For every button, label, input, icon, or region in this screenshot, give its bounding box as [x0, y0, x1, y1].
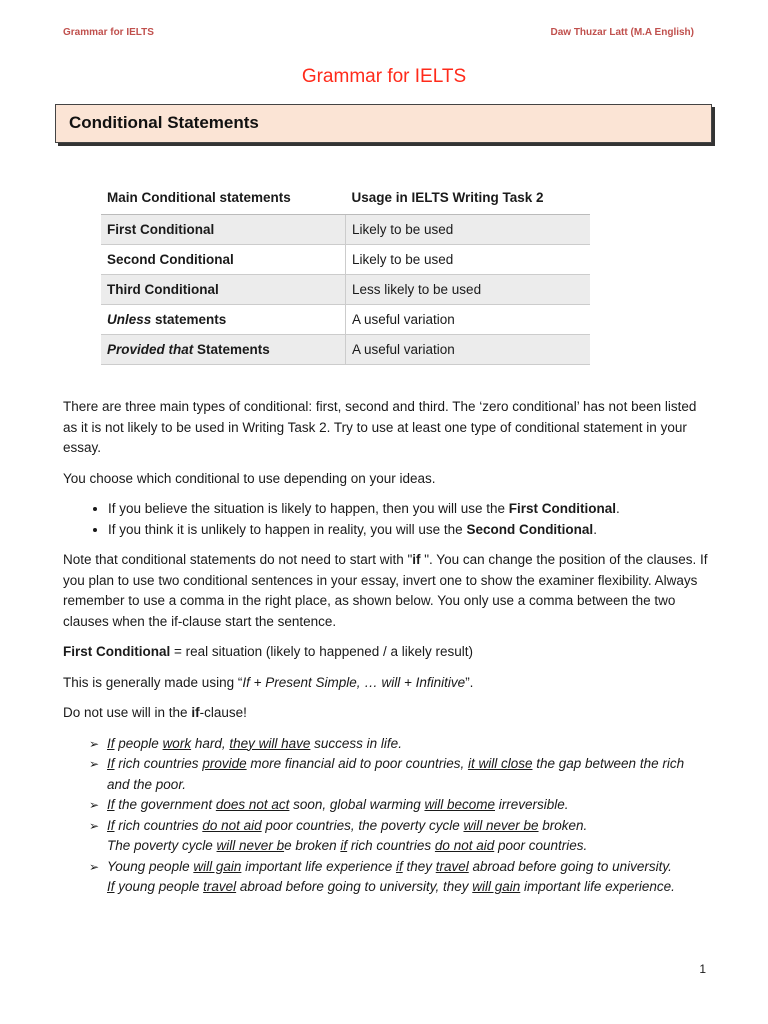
- header-right: Daw Thuzar Latt (M.A English): [550, 27, 694, 38]
- text: hard,: [191, 735, 230, 751]
- underlined-text: If: [107, 797, 115, 812]
- table-cell-emphasis: Unless: [107, 312, 152, 327]
- underlined-text: If: [107, 756, 115, 771]
- text: This is generally made using “: [63, 674, 243, 690]
- table-cell: Likely to be used: [346, 215, 591, 245]
- table-cell: First Conditional: [101, 215, 346, 245]
- table-cell: Third Conditional: [101, 275, 346, 305]
- text: soon, global warming: [289, 797, 425, 812]
- underlined-text: will become: [424, 797, 495, 812]
- table-row: [101, 215, 590, 245]
- underlined-text: work: [162, 735, 192, 751]
- paragraph-intro: There are three main types of conditional: first, second and third. The ‘zero conditional’ has not been listed as it is not likely to be used in Writing Task 2. Try to use at least one type of conditional statement in your essay.: [63, 399, 697, 455]
- underlined-text: will never b: [216, 838, 285, 853]
- text: If you believe the situation is likely to happen, then you will use the: [108, 501, 509, 516]
- text: abroad before going to university, they: [236, 879, 473, 894]
- text: rich countries: [114, 817, 203, 833]
- text: ". You can change the position of the clauses. If you plan to use two conditional sentences in your essay, invert one to show the examiner flexibility. Always remember to use a comma in the right place, as shown below. You only use a comma between the two clauses when the if-clause start the sentence.: [63, 552, 708, 629]
- underlined-text: they will have: [229, 735, 311, 751]
- text: important life experience.: [520, 879, 675, 894]
- arrow-bullet-icon: ➢: [89, 736, 100, 751]
- text: more financial aid to poor countries,: [246, 756, 468, 771]
- text: poor countries, the poverty cycle: [261, 817, 464, 833]
- section-title: Conditional Statements: [69, 113, 259, 132]
- table-row: [101, 305, 590, 335]
- paragraph-note: [63, 550, 709, 632]
- arrow-bullet-icon: ➢: [89, 757, 100, 771]
- bold-text: First Conditional: [508, 501, 616, 516]
- example-item: [89, 816, 709, 857]
- text: rich countries: [114, 756, 203, 771]
- bold-text: if: [191, 705, 200, 720]
- bullet-list: [63, 499, 709, 540]
- underlined-text: travel: [203, 879, 237, 894]
- section-heading-box: [55, 104, 712, 143]
- text: The poverty cycle: [107, 838, 217, 853]
- text: rich countries: [347, 838, 435, 853]
- table-cell-emphasis: Provided that: [107, 342, 194, 357]
- text: = real situation (likely to happened / a likely result): [170, 644, 474, 659]
- text: ”.: [465, 674, 474, 690]
- underlined-text: do not aid: [434, 838, 495, 853]
- table-header-cell: Main Conditional statements: [101, 181, 346, 215]
- example-item: [89, 754, 709, 795]
- table-cell: Second Conditional: [101, 245, 346, 275]
- underlined-text: will gain: [193, 858, 242, 874]
- text: success in life.: [310, 735, 402, 751]
- list-item: [108, 520, 709, 541]
- underlined-text: will gain: [472, 879, 521, 894]
- underlined-text: if: [340, 838, 348, 853]
- example-item: [89, 734, 709, 755]
- text: they: [402, 858, 436, 874]
- table-cell: A useful variation: [346, 305, 591, 335]
- page-number: 1: [699, 962, 706, 976]
- text: .: [593, 521, 597, 537]
- table-cell: Less likely to be used: [346, 275, 591, 305]
- bold-text: if: [412, 552, 421, 567]
- table-cell: Likely to be used: [346, 245, 591, 275]
- text: Young people: [107, 858, 194, 874]
- body-text: [63, 397, 709, 898]
- table-header-cell: Usage in IELTS Writing Task 2: [346, 181, 591, 215]
- bold-text: First Conditional: [63, 644, 171, 659]
- text: Note that conditional statements do not need to start with ": [63, 552, 413, 567]
- table-cell-text: statements: [151, 312, 227, 327]
- text: people: [114, 735, 163, 751]
- text: abroad before going to university.: [468, 858, 672, 874]
- bold-text: Second Conditional: [466, 521, 594, 537]
- table-row: [101, 245, 590, 275]
- table-row: [101, 275, 590, 305]
- paragraph-formula: [63, 673, 709, 694]
- text: irreversible.: [495, 797, 569, 812]
- underlined-text: it will close: [467, 756, 533, 771]
- text: important life experience: [241, 858, 396, 874]
- arrow-bullet-icon: ➢: [89, 818, 100, 833]
- paragraph-first-conditional: [63, 642, 709, 663]
- underlined-text: do not aid: [202, 817, 262, 833]
- conditionals-table: [101, 181, 590, 365]
- table-cell: A useful variation: [346, 335, 591, 365]
- underlined-text: If: [107, 735, 115, 751]
- table-cell: [101, 335, 346, 365]
- text: the government: [114, 797, 216, 812]
- formula-text: If + Present Simple, … will + Infinitive: [242, 674, 466, 690]
- text: the gap between the rich and the poor.: [107, 756, 685, 792]
- text: poor countries.: [494, 838, 588, 853]
- header-left: Grammar for IELTS: [63, 27, 154, 38]
- underlined-text: provide: [202, 756, 247, 771]
- arrow-bullet-icon: ➢: [89, 859, 100, 874]
- text: If you think it is unlikely to happen in reality, you will use the: [108, 521, 467, 537]
- list-item: [108, 499, 709, 520]
- arrow-bullet-icon: ➢: [89, 798, 100, 812]
- text: -clause!: [199, 705, 247, 720]
- text: .: [616, 501, 620, 516]
- example-item: [89, 857, 709, 898]
- document-title: Grammar for IELTS: [301, 66, 467, 87]
- underlined-text: travel: [435, 858, 469, 874]
- underlined-text: does not act: [215, 797, 290, 812]
- underlined-text: if: [395, 858, 403, 874]
- text: young people: [114, 879, 204, 894]
- table-cell-text: Statements: [193, 342, 270, 357]
- table-cell: [101, 305, 346, 335]
- paragraph-warning: [63, 703, 709, 724]
- table-header-row: [101, 181, 590, 215]
- underlined-text: If: [107, 879, 115, 894]
- paragraph-choose: You choose which conditional to use depending on your ideas.: [63, 470, 436, 486]
- text: Do not use will in the: [63, 705, 192, 720]
- example-item: [89, 795, 709, 816]
- text: e broken: [284, 838, 341, 853]
- table-row: [101, 335, 590, 365]
- underlined-text: If: [107, 817, 115, 833]
- underlined-text: will never be: [463, 817, 539, 833]
- example-list: [63, 734, 709, 898]
- text: broken.: [538, 817, 588, 833]
